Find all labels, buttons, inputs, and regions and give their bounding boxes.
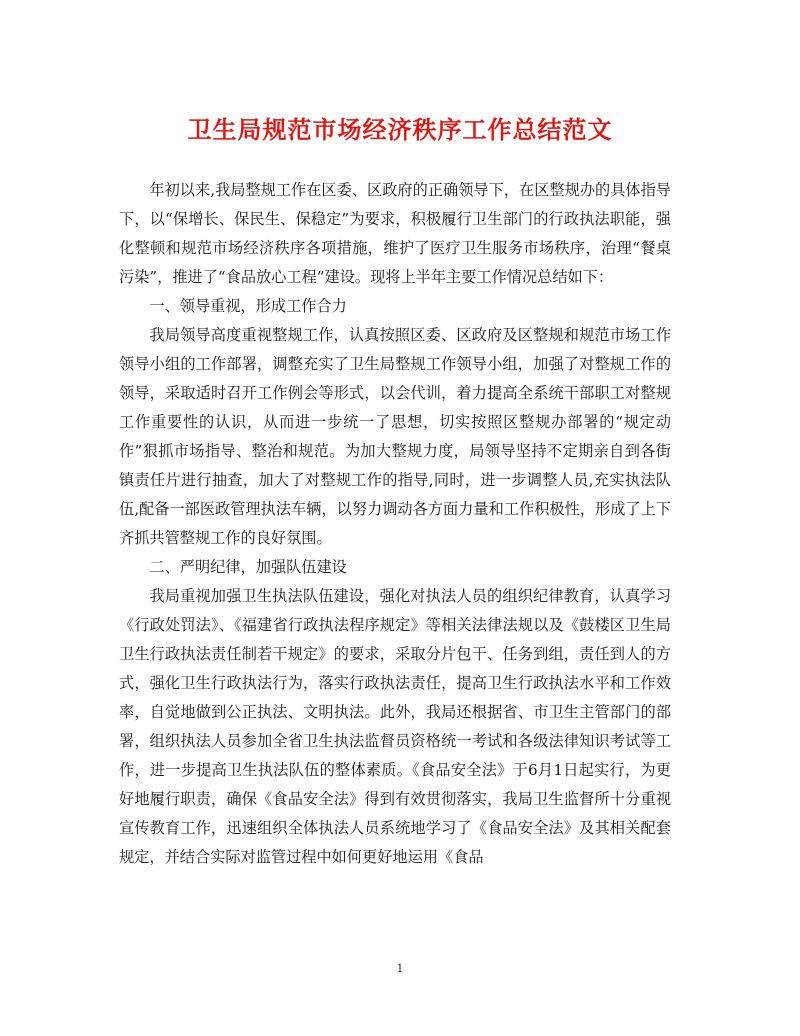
page-number: 1 bbox=[396, 962, 404, 975]
document-title: 卫生局规范市场经济秩序工作总结范文 bbox=[187, 115, 613, 144]
intro-paragraph: 年初以来,我局整规工作在区委、区政府的正确领导下，在区整规办的具体指导下，以“保增长、保民生、保稳定”为要求，积极履行卫生部门的行政执法职能，强化整顿和规范市场经济秩序各项措施，维护了医疗卫生服务市场秩序，治理“餐桌污染”，推进了“食品放心工程”建设。现将上半年主要工作情况总结如下： bbox=[119, 181, 671, 286]
section-1-paragraph: 我局领导高度重视整规工作，认真按照区委、区政府及区整规和规范市场工作领导小组的工作部署，调整充实了卫生局整规工作领导小组，加强了对整规工作的领导，采取适时召开工作例会等形式，以会代训，着力提高全系统干部职工对整规工作重要性的认识，从而进一步统一了思想，切实按照区整规办部署的“规定动作”狠抓市场指导、整治和规范。为加大整规力度，局领导坚持不定期亲自到各街镇责任片进行抽查，加大了对整规工作的指导,同时，进一步调整人员,充实执法队伍,配备一部医政管理执法车辆，以努力调动各方面力量和工作积极性，形成了上下齐抓共管整规工作的良好氛围。 bbox=[119, 326, 671, 547]
section-heading-2: 二、严明纪律，加强队伍建设 bbox=[149, 558, 347, 576]
section-heading-1: 一、领导重视，形成工作合力 bbox=[149, 297, 347, 315]
section-2-paragraph: 我局重视加强卫生执法队伍建设，强化对执法人员的组织纪律教育，认真学习《行政处罚法》、《福建省行政执法程序规定》等相关法律法规以及《鼓楼区卫生局卫生行政执法责任制若干规定》的要求，采取分片包干、任务到组，责任到人的方式，强化卫生行政执法行为，落实行政执法责任，提高卫生行政执法水平和工作效率，自觉地做到公正执法、文明执法。此外，我局还根据省、市卫生主管部门的部署，组织执法人员参加全省卫生执法监督员资格统一考试和各级法律知识考试等工作，进一步提高卫生执法队伍的整体素质。《食品安全法》于6月1日起实行，为更好地履行职责，确保《食品安全法》得到有效贯彻落实，我局卫生监督所十分重视宣传教育工作，迅速组织全体执法人员系统地学习了《食品安全法》及其相关配套规定，并结合实际对监管过程中如何更好地运用《食品 bbox=[119, 587, 671, 866]
document-body bbox=[119, 176, 671, 872]
